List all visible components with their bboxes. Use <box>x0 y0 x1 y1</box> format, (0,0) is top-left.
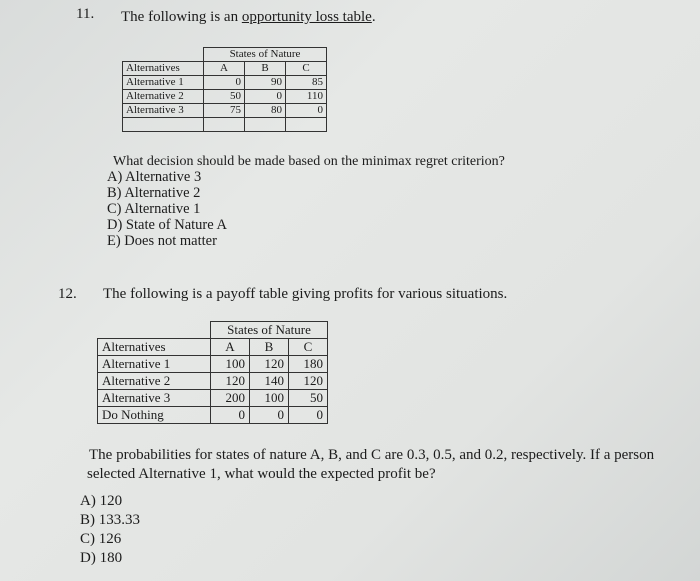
option-a: A) 120 <box>80 493 123 509</box>
cell: 50 <box>289 390 328 407</box>
q11-stem <box>121 9 376 26</box>
cell: 110 <box>286 90 327 104</box>
cell: 0 <box>250 407 289 424</box>
row-label: Alternative 3 <box>123 104 204 118</box>
row-label: Alternative 2 <box>98 373 211 390</box>
q11-table-wrap <box>122 47 327 132</box>
q11-stem-suffix: . <box>371 9 376 25</box>
q11-col-c: C <box>286 62 327 76</box>
cell: 0 <box>204 76 245 90</box>
q12-options <box>80 492 140 568</box>
cell: 120 <box>211 373 250 390</box>
table-row <box>98 356 328 373</box>
q12-col-c: C <box>289 339 328 356</box>
table-row <box>98 373 328 390</box>
q12-question-line1: The probabilities for states of nature A, B, and C are 0.3, 0.5, and 0.2, respectively. If a person <box>89 447 655 463</box>
q12-table-wrap <box>97 321 328 424</box>
option-b: B) 133.33 <box>80 512 140 528</box>
q12-stem: The following is a payoff table giving profits for various situations. <box>103 286 508 302</box>
q11-number: 11. <box>76 6 95 22</box>
cell: 0 <box>286 104 327 118</box>
cell: 140 <box>250 373 289 390</box>
q12-col-label: Alternatives <box>98 339 211 356</box>
option-a: A) Alternative 3 <box>107 169 202 185</box>
q11-options <box>107 169 227 249</box>
row-label: Alternative 2 <box>123 90 204 104</box>
cell: 100 <box>211 356 250 373</box>
cell: 120 <box>250 356 289 373</box>
q11-col-label: Alternatives <box>123 62 204 76</box>
q12-col-a: A <box>211 339 250 356</box>
cell: 80 <box>245 104 286 118</box>
row-label: Alternative 1 <box>98 356 211 373</box>
q11-opportunity-loss-table <box>122 47 327 132</box>
cell: 200 <box>211 390 250 407</box>
table-row <box>98 390 328 407</box>
option-e: E) Does not matter <box>107 233 217 249</box>
row-label: Alternative 3 <box>98 390 211 407</box>
option-b: B) Alternative 2 <box>107 185 201 201</box>
option-c: C) 126 <box>80 531 122 547</box>
q12-payoff-table <box>97 321 328 424</box>
q12-question-line2: selected Alternative 1, what would the expected profit be? <box>87 466 436 482</box>
option-d: D) State of Nature A <box>107 217 227 233</box>
option-c: C) Alternative 1 <box>107 201 201 217</box>
q12-number: 12. <box>58 286 77 302</box>
q12-col-b: B <box>250 339 289 356</box>
cell: 50 <box>204 90 245 104</box>
cell: 100 <box>250 390 289 407</box>
q12-header-group: States of Nature <box>211 322 328 339</box>
cell: 0 <box>289 407 328 424</box>
q11-col-a: A <box>204 62 245 76</box>
table-row <box>123 104 327 118</box>
cell: 180 <box>289 356 328 373</box>
q11-header-group: States of Nature <box>204 48 327 62</box>
q11-stem-prefix: The following is an <box>121 9 242 25</box>
table-row <box>98 407 328 424</box>
q11-col-b: B <box>245 62 286 76</box>
cell: 0 <box>211 407 250 424</box>
cell: 75 <box>204 104 245 118</box>
cell: 0 <box>245 90 286 104</box>
table-row <box>123 76 327 90</box>
row-label: Do Nothing <box>98 407 211 424</box>
cell: 90 <box>245 76 286 90</box>
cell: 120 <box>289 373 328 390</box>
q11-question: What decision should be made based on the minimax regret criterion? <box>113 154 505 169</box>
option-d: D) 180 <box>80 550 123 566</box>
cell: 85 <box>286 76 327 90</box>
row-label: Alternative 1 <box>123 76 204 90</box>
q11-stem-underlined: opportunity loss table <box>241 9 372 25</box>
table-row <box>123 90 327 104</box>
